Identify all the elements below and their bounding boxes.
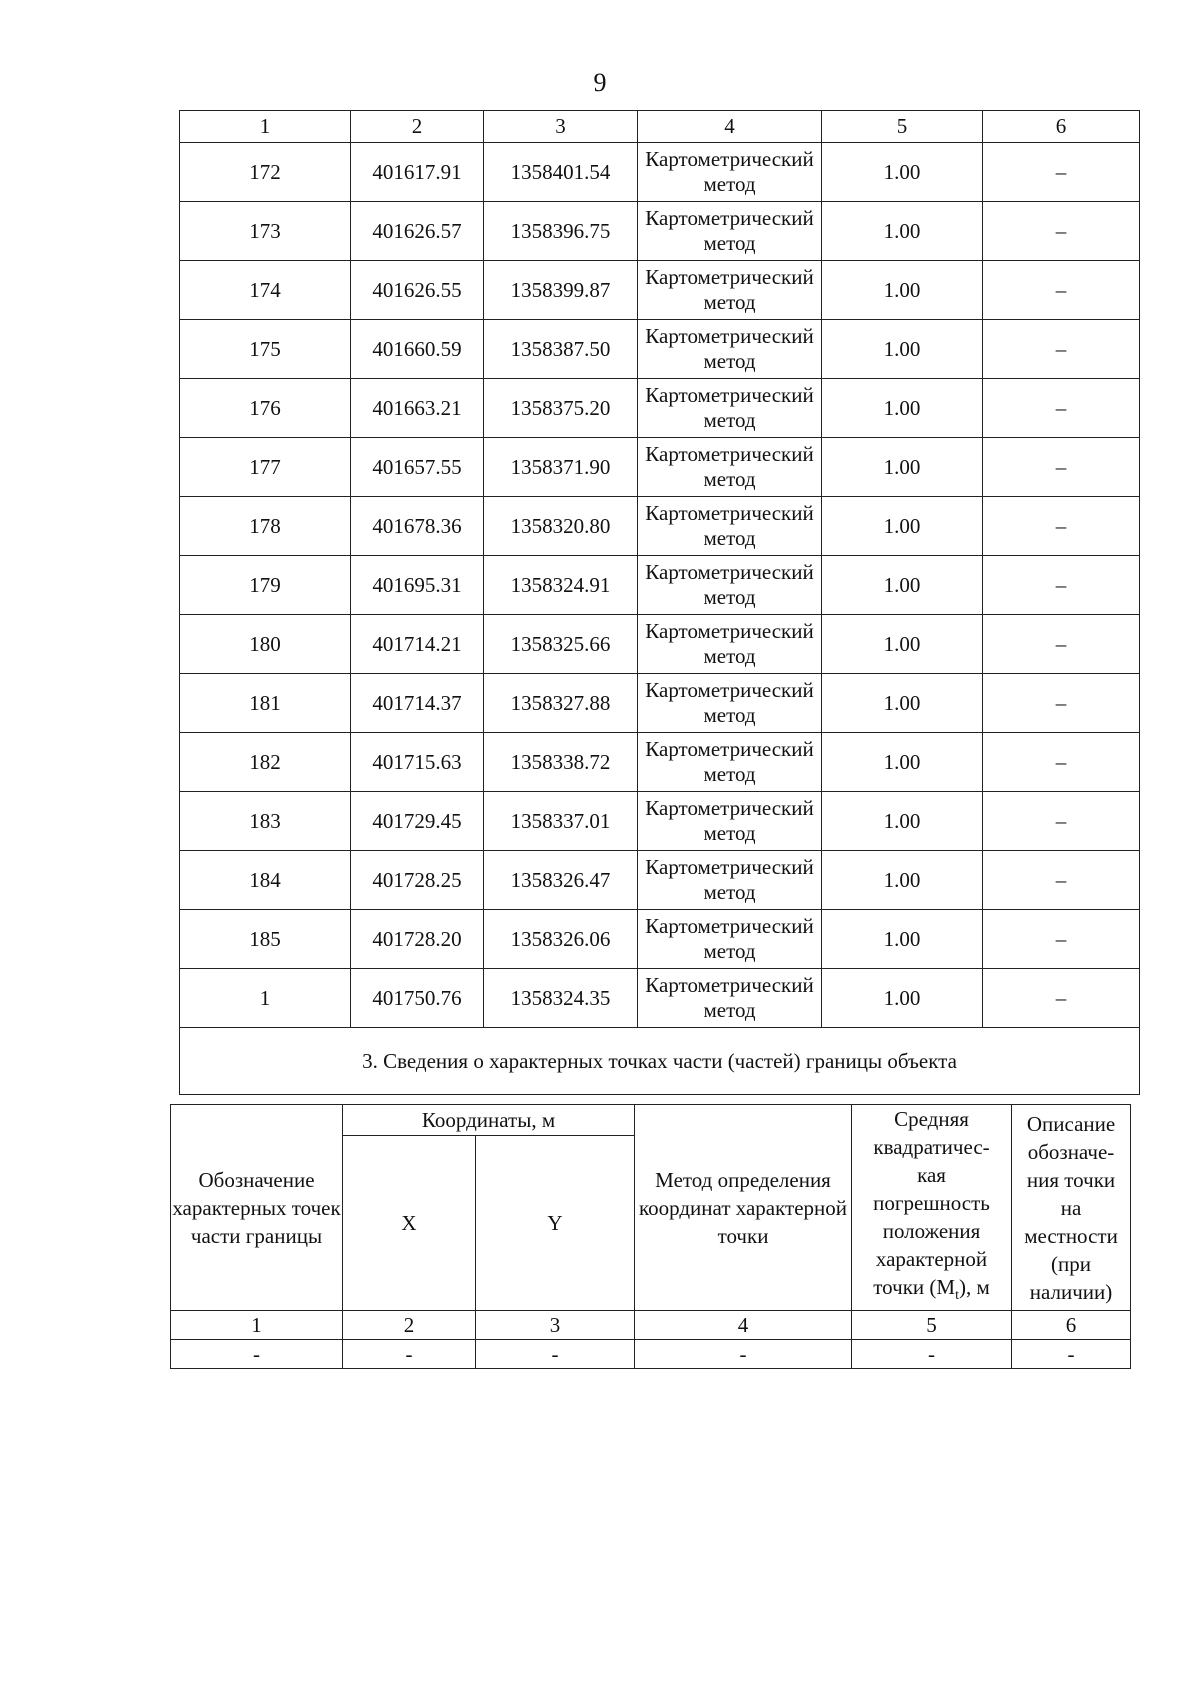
y-coordinate: 1358337.01 bbox=[484, 792, 638, 851]
y-coordinate: 1358327.88 bbox=[484, 674, 638, 733]
error-cell: 1.00 bbox=[822, 320, 983, 379]
x-coordinate: 401626.57 bbox=[351, 202, 484, 261]
page-number: 9 bbox=[593, 68, 607, 97]
method-cell: Картометрический метод bbox=[638, 261, 822, 320]
error-cell: 1.00 bbox=[822, 910, 983, 969]
y-coordinate: 1358401.54 bbox=[484, 143, 638, 202]
table-row bbox=[180, 556, 1140, 615]
table-row bbox=[180, 851, 1140, 910]
method-cell: Картометрический метод bbox=[638, 674, 822, 733]
description-cell: – bbox=[983, 143, 1140, 202]
section-title: 3. Сведения о характерных точках части (частей) границы объекта bbox=[180, 1028, 1140, 1095]
y-coordinate: 1358326.06 bbox=[484, 910, 638, 969]
empty-cell: - bbox=[1012, 1340, 1131, 1369]
description-cell: – bbox=[983, 674, 1140, 733]
error-cell: 1.00 bbox=[822, 851, 983, 910]
column-number: 2 bbox=[351, 111, 484, 143]
method-cell: Картометрический метод bbox=[638, 969, 822, 1028]
point-number: 175 bbox=[180, 320, 351, 379]
error-header: Средняя квадратичес- кая погрешность положения характерной точки $(M_t)$, м bbox=[852, 1105, 1012, 1311]
point-number: 173 bbox=[180, 202, 351, 261]
method-cell: Картометрический метод bbox=[638, 320, 822, 379]
y-coordinate: 1358387.50 bbox=[484, 320, 638, 379]
description-cell: – bbox=[983, 910, 1140, 969]
empty-row bbox=[171, 1340, 1131, 1369]
error-cell: 1.00 bbox=[822, 556, 983, 615]
column-number: 3 bbox=[484, 111, 638, 143]
x-coordinate: 401678.36 bbox=[351, 497, 484, 556]
table-row bbox=[180, 320, 1140, 379]
coordinates-table bbox=[179, 110, 1140, 1095]
method-cell: Картометрический метод bbox=[638, 143, 822, 202]
error-cell: 1.00 bbox=[822, 497, 983, 556]
empty-cell: - bbox=[171, 1340, 343, 1369]
x-coordinate: 401715.63 bbox=[351, 733, 484, 792]
error-cell: 1.00 bbox=[822, 438, 983, 497]
error-cell: 1.00 bbox=[822, 202, 983, 261]
column-number: 4 bbox=[635, 1311, 852, 1340]
x-coordinate: 401657.55 bbox=[351, 438, 484, 497]
table-row bbox=[180, 143, 1140, 202]
y-coordinate: 1358320.80 bbox=[484, 497, 638, 556]
error-cell: 1.00 bbox=[822, 792, 983, 851]
x-coordinate: 401714.37 bbox=[351, 674, 484, 733]
empty-cell: - bbox=[852, 1340, 1012, 1369]
description-cell: – bbox=[983, 261, 1140, 320]
error-cell: 1.00 bbox=[822, 143, 983, 202]
coordinates-header: Координаты, м bbox=[343, 1105, 635, 1136]
point-number: 181 bbox=[180, 674, 351, 733]
error-cell: 1.00 bbox=[822, 615, 983, 674]
empty-cell: - bbox=[635, 1340, 852, 1369]
method-header: Метод определения координат характерной точки bbox=[635, 1105, 852, 1311]
x-coordinate: 401626.55 bbox=[351, 261, 484, 320]
point-number: 183 bbox=[180, 792, 351, 851]
point-number: 177 bbox=[180, 438, 351, 497]
x-coordinate: 401617.91 bbox=[351, 143, 484, 202]
point-number: 180 bbox=[180, 615, 351, 674]
point-designation-header: Обозначение характерных точек части границы bbox=[171, 1105, 343, 1311]
error-cell: 1.00 bbox=[822, 379, 983, 438]
empty-cell: - bbox=[343, 1340, 476, 1369]
description-cell: – bbox=[983, 556, 1140, 615]
column-number-row bbox=[180, 111, 1140, 143]
point-number: 178 bbox=[180, 497, 351, 556]
table-row bbox=[180, 379, 1140, 438]
method-cell: Картометрический метод bbox=[638, 851, 822, 910]
point-number: 184 bbox=[180, 851, 351, 910]
point-number: 182 bbox=[180, 733, 351, 792]
method-cell: Картометрический метод bbox=[638, 438, 822, 497]
method-cell: Картометрический метод bbox=[638, 615, 822, 674]
column-number: 5 bbox=[852, 1311, 1012, 1340]
column-number: 6 bbox=[983, 111, 1140, 143]
y-coordinate: 1358324.35 bbox=[484, 969, 638, 1028]
x-coordinate: 401660.59 bbox=[351, 320, 484, 379]
error-cell: 1.00 bbox=[822, 674, 983, 733]
x-coordinate: 401695.31 bbox=[351, 556, 484, 615]
description-cell: – bbox=[983, 202, 1140, 261]
method-cell: Картометрический метод bbox=[638, 910, 822, 969]
y-coordinate: 1358326.47 bbox=[484, 851, 638, 910]
description-cell: – bbox=[983, 792, 1140, 851]
column-number: 4 bbox=[638, 111, 822, 143]
column-number: 1 bbox=[180, 111, 351, 143]
column-number: 6 bbox=[1012, 1311, 1131, 1340]
x-coordinate: 401729.45 bbox=[351, 792, 484, 851]
column-number: 2 bbox=[343, 1311, 476, 1340]
column-number: 1 bbox=[171, 1311, 343, 1340]
description-cell: – bbox=[983, 969, 1140, 1028]
column-number-row bbox=[171, 1311, 1131, 1340]
y-coordinate: 1358325.66 bbox=[484, 615, 638, 674]
error-cell: 1.00 bbox=[822, 261, 983, 320]
method-cell: Картометрический метод bbox=[638, 497, 822, 556]
description-header: Описание обозначе- ния точки на местности (при наличии) bbox=[1012, 1105, 1131, 1311]
point-number: 174 bbox=[180, 261, 351, 320]
method-cell: Картометрический метод bbox=[638, 556, 822, 615]
point-number: 1 bbox=[180, 969, 351, 1028]
column-number: 3 bbox=[476, 1311, 635, 1340]
description-cell: – bbox=[983, 615, 1140, 674]
table-row bbox=[180, 615, 1140, 674]
error-cell: 1.00 bbox=[822, 969, 983, 1028]
error-cell: 1.00 bbox=[822, 733, 983, 792]
x-coordinate: 401663.21 bbox=[351, 379, 484, 438]
empty-cell: - bbox=[476, 1340, 635, 1369]
y-coordinate: 1358338.72 bbox=[484, 733, 638, 792]
y-coordinate: 1358371.90 bbox=[484, 438, 638, 497]
method-cell: Картометрический метод bbox=[638, 733, 822, 792]
table-row bbox=[180, 261, 1140, 320]
y-coordinate: 1358396.75 bbox=[484, 202, 638, 261]
point-number: 179 bbox=[180, 556, 351, 615]
y-coordinate: 1358399.87 bbox=[484, 261, 638, 320]
description-cell: – bbox=[983, 379, 1140, 438]
y-coordinate: 1358324.91 bbox=[484, 556, 638, 615]
description-cell: – bbox=[983, 497, 1140, 556]
table-row bbox=[180, 910, 1140, 969]
table-row bbox=[180, 202, 1140, 261]
table-row bbox=[180, 733, 1140, 792]
x-coordinate: 401714.21 bbox=[351, 615, 484, 674]
table-row bbox=[180, 438, 1140, 497]
method-cell: Картометрический метод bbox=[638, 202, 822, 261]
description-cell: – bbox=[983, 851, 1140, 910]
point-number: 172 bbox=[180, 143, 351, 202]
y-coordinate: 1358375.20 bbox=[484, 379, 638, 438]
x-coordinate: 401728.20 bbox=[351, 910, 484, 969]
point-number: 185 bbox=[180, 910, 351, 969]
x-coordinate: 401750.76 bbox=[351, 969, 484, 1028]
x-header: X bbox=[343, 1136, 476, 1311]
section-title-row bbox=[180, 1028, 1140, 1095]
table-row bbox=[180, 497, 1140, 556]
description-cell: – bbox=[983, 320, 1140, 379]
method-cell: Картометрический метод bbox=[638, 379, 822, 438]
description-cell: – bbox=[983, 438, 1140, 497]
column-number: 5 bbox=[822, 111, 983, 143]
table-row bbox=[180, 674, 1140, 733]
table-row bbox=[180, 969, 1140, 1028]
description-cell: – bbox=[983, 733, 1140, 792]
y-header: Y bbox=[476, 1136, 635, 1311]
point-number: 176 bbox=[180, 379, 351, 438]
parts-table bbox=[170, 1104, 1131, 1369]
method-cell: Картометрический метод bbox=[638, 792, 822, 851]
table-row bbox=[180, 792, 1140, 851]
x-coordinate: 401728.25 bbox=[351, 851, 484, 910]
